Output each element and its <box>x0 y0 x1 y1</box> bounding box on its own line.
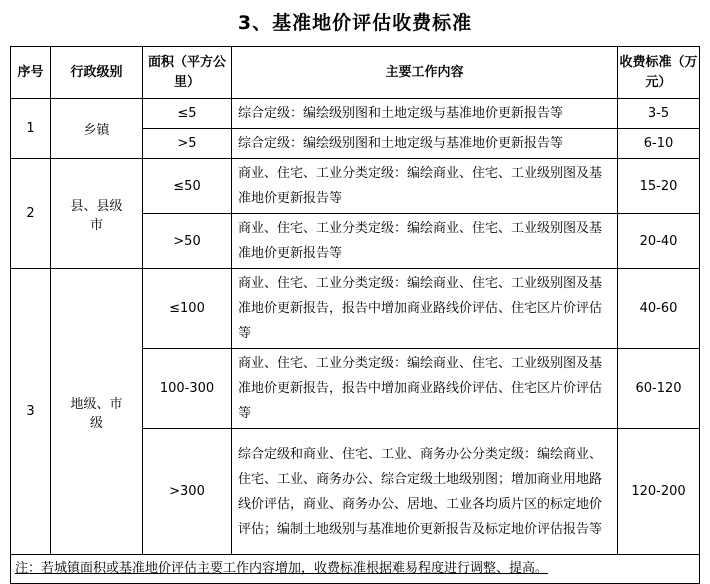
row-content: 综合定级和商业、住宅、工业、商务办公分类定级：编绘商业、住宅、工业、商务办公、综合定级土地级别图；增加商业用地路线价评估，商业、商务办公、居地、工业各均质片区的标定地价评估；编制土地级别与基准地价更新报告及标定地价评估报告等 <box>232 429 618 555</box>
row-area: ≤100 <box>143 269 232 349</box>
row-fee: 15-20 <box>618 159 700 214</box>
header-content: 主要工作内容 <box>232 47 618 99</box>
row-index: 3 <box>11 269 51 555</box>
header-level: 行政级别 <box>51 47 143 99</box>
row-content: 商业、住宅、工业分类定级：编绘商业、住宅、工业级别图及基准地价更新报告等 <box>232 159 618 214</box>
fee-standard-table <box>10 46 700 584</box>
header-index: 序号 <box>11 47 51 99</box>
row-area: >50 <box>143 214 232 269</box>
row-content: 综合定级：编绘级别图和土地定级与基准地价更新报告等 <box>232 99 618 129</box>
note-text: 注：若城镇面积或基准地价评估主要工作内容增加，收费标准根据难易程度进行调整、提高。 <box>15 561 549 576</box>
row-fee: 40-60 <box>618 269 700 349</box>
page-title: 3、基准地价评估收费标准 <box>237 12 473 34</box>
row-content: 商业、住宅、工业分类定级：编绘商业、住宅、工业级别图及基准地价更新报告等 <box>232 214 618 269</box>
table-row <box>11 269 700 349</box>
row-fee: 20-40 <box>618 214 700 269</box>
header-area: 面积（平方公里） <box>143 47 232 99</box>
row-area: ≤5 <box>143 99 232 129</box>
row-area: >300 <box>143 429 232 555</box>
row-fee: 3-5 <box>618 99 700 129</box>
row-area: >5 <box>143 129 232 159</box>
table-row <box>11 159 700 214</box>
row-area: 100-300 <box>143 349 232 429</box>
row-fee: 60-120 <box>618 349 700 429</box>
row-fee: 6-10 <box>618 129 700 159</box>
row-level: 乡镇 <box>51 99 143 159</box>
table-header-row <box>11 47 700 99</box>
note-row <box>11 555 700 584</box>
row-content: 商业、住宅、工业分类定级：编绘商业、住宅、工业级别图及基准地价更新报告，报告中增加商业路线价评估、住宅区片价评估等 <box>232 269 618 349</box>
row-level: 地级、市级 <box>51 269 143 555</box>
row-content: 商业、住宅、工业分类定级：编绘商业、住宅、工业级别图及基准地价更新报告，报告中增加商业路线价评估、住宅区片价评估等 <box>232 349 618 429</box>
row-content: 综合定级：编绘级别图和土地定级与基准地价更新报告等 <box>232 129 618 159</box>
table-row <box>11 99 700 129</box>
header-fee: 收费标准（万元） <box>618 47 700 99</box>
row-level: 县、县级市 <box>51 159 143 269</box>
row-area: ≤50 <box>143 159 232 214</box>
row-index: 2 <box>11 159 51 269</box>
table-note <box>11 555 700 584</box>
row-index: 1 <box>11 99 51 159</box>
row-fee: 120-200 <box>618 429 700 555</box>
